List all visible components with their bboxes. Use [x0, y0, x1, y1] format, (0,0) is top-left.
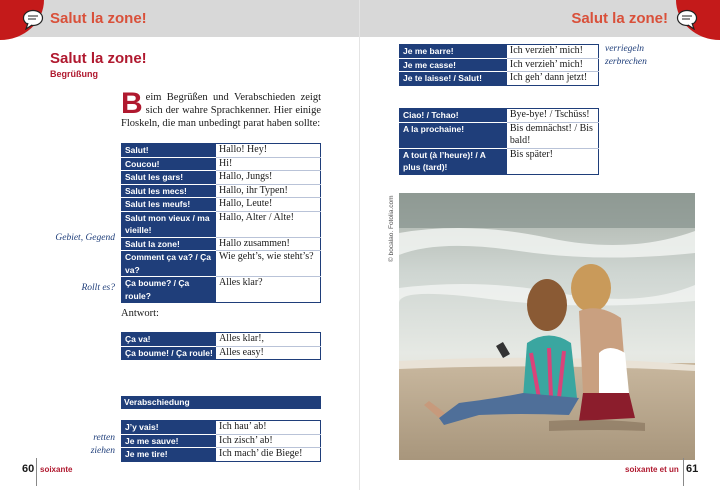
speech-bubble-icon — [676, 8, 698, 30]
french-phrase: Salut les mecs! — [122, 184, 217, 198]
french-phrase: A la prochaine! — [400, 122, 507, 148]
german-translation: Ich verzieh’ mich! — [507, 45, 599, 59]
french-phrase: Salut les gars! — [122, 171, 217, 185]
german-translation: Hallo, Leute! — [216, 198, 321, 212]
footer-rule — [683, 458, 684, 486]
goodbye-table — [399, 108, 599, 175]
table-row — [122, 198, 321, 212]
french-phrase: A tout (à l’heure)! / A plus (tard)! — [400, 148, 507, 174]
french-phrase: Je me casse! — [400, 58, 507, 72]
table-row — [122, 171, 321, 185]
french-phrase: Ça boume? / Ça roule? — [122, 277, 217, 303]
intro-text: eim Begrüßen und Verabschieden zeigt sich der wahre Sprachkenner. Hier einige Floskeln, die man unbedingt parat haben sollte: — [121, 92, 321, 129]
german-translation: Alles easy! — [219, 346, 264, 358]
drop-cap: B — [121, 87, 143, 120]
french-phrase: Ça va! — [122, 333, 217, 347]
table-row — [122, 421, 321, 435]
french-phrase: Comment ça va? / Ça va? — [122, 251, 217, 277]
german-translation: Hallo, Jungs! — [216, 171, 321, 185]
margin-note-gebiet: Gebiet, Gegend — [55, 233, 115, 243]
table-row — [122, 346, 321, 360]
beach-photo — [399, 193, 695, 460]
french-phrase: Je te laisse! / Salut! — [400, 72, 507, 86]
speech-bubble-icon — [22, 8, 44, 30]
german-translation: Ich hau’ ab! — [216, 421, 320, 435]
page-number: 61 — [686, 463, 699, 475]
german-translation: Bis später! — [509, 148, 553, 160]
german-translation: Ich geh’ dann jetzt! — [509, 72, 588, 83]
french-phrase: Je me tire! — [122, 448, 217, 462]
french-phrase: Je me sauve! — [122, 434, 217, 448]
french-phrase: Ciao! / Tchao! — [400, 109, 507, 123]
german-translation: Ich mach’ die Biege! — [219, 448, 303, 459]
farewell-heading: Verabschiedung — [121, 396, 321, 409]
running-title: Salut la zone! — [50, 10, 147, 27]
running-title: Salut la zone! — [571, 10, 668, 27]
german-translation: Bye-bye! / Tschüss! — [507, 109, 599, 123]
french-phrase: Salut les meufs! — [122, 198, 217, 212]
table-row — [400, 109, 599, 123]
german-translation: Hallo, ihr Typen! — [216, 184, 321, 198]
footer-rule — [36, 458, 37, 486]
beach-photo-illustration — [399, 193, 695, 460]
german-translation: Wie geht’s, wie steht’s? — [216, 251, 321, 277]
french-phrase: Coucou! — [122, 157, 217, 171]
table-row — [400, 148, 599, 174]
table-row — [122, 144, 321, 158]
section-title: Salut la zone! — [50, 50, 147, 67]
french-phrase: Salut! — [122, 144, 217, 158]
german-translation: Hi! — [216, 157, 321, 171]
table-row — [122, 157, 321, 171]
table-row — [400, 45, 599, 59]
french-phrase: J’y vais! — [122, 421, 217, 435]
margin-note-verriegeln: verriegeln — [605, 44, 645, 54]
table-row — [400, 122, 599, 148]
table-row — [400, 58, 599, 72]
table-row — [122, 333, 321, 347]
margin-note-rollt: Rollt es? — [81, 283, 115, 293]
intro-paragraph — [121, 87, 321, 130]
photo-credit: © bocalao. Fotolia.com — [388, 195, 395, 262]
german-translation: Hallo, Alter / Alte! — [216, 211, 321, 237]
page-number-word: soixante et un — [625, 465, 679, 474]
table-row — [122, 434, 321, 448]
french-phrase: Salut mon vieux / ma vieille! — [122, 211, 217, 237]
table-row — [122, 448, 321, 462]
section-subtitle: Begrüßung — [50, 69, 98, 79]
german-translation: Hallo zusammen! — [216, 237, 321, 251]
french-phrase: Salut la zone! — [122, 237, 217, 251]
page-number-word: soixante — [40, 465, 73, 474]
french-phrase: Je me barre! — [400, 45, 507, 59]
answer-label: Antwort: — [121, 308, 159, 319]
answers-table — [121, 332, 321, 360]
farewells-table-continued — [399, 44, 599, 86]
margin-note-zerbrechen: zerbrechen — [605, 57, 647, 67]
table-row — [122, 277, 321, 303]
page-number: 60 — [22, 463, 35, 475]
german-translation: Alles klar!, — [216, 333, 320, 347]
table-row — [122, 211, 321, 237]
french-phrase: Ça boume! / Ça roule! — [122, 346, 217, 360]
german-translation: Ich verzieh’ mich! — [507, 58, 599, 72]
greetings-table — [121, 143, 321, 303]
right-page — [360, 0, 720, 490]
table-row — [122, 251, 321, 277]
german-translation: Bis demnächst! / Bis bald! — [507, 122, 599, 148]
farewells-table — [121, 420, 321, 462]
table-row — [122, 237, 321, 251]
margin-note-ziehen: ziehen — [90, 446, 115, 456]
german-translation: Alles klar? — [219, 277, 263, 288]
margin-note-retten: retten — [93, 433, 115, 443]
german-translation: Ich zisch’ ab! — [216, 434, 320, 448]
table-row — [122, 184, 321, 198]
german-translation: Hallo! Hey! — [216, 144, 321, 158]
table-row — [400, 72, 599, 86]
